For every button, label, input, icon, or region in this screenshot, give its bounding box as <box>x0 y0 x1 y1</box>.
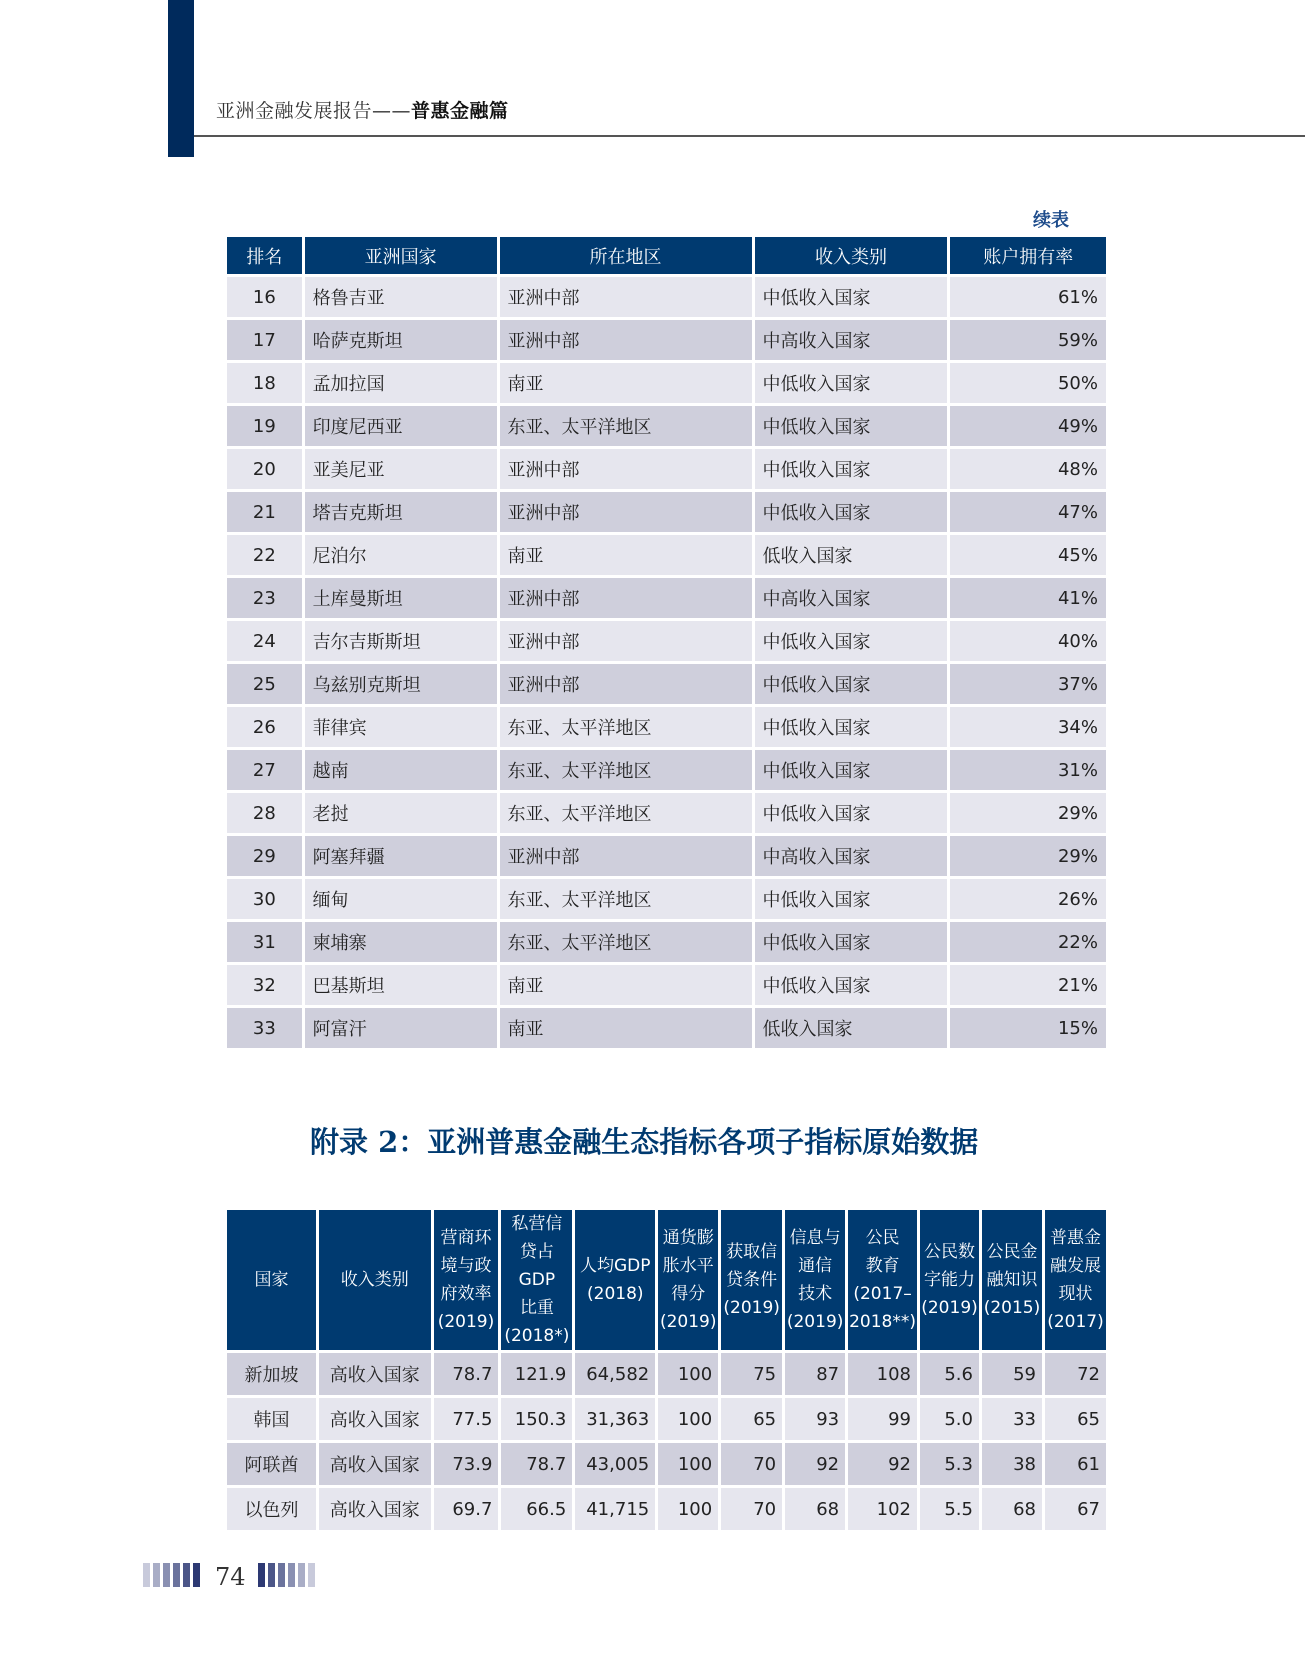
footer-stripe <box>288 1563 295 1587</box>
col-header-line: (2018*) <box>504 1326 570 1346</box>
col-header-line: 胀水平 <box>662 1256 714 1276</box>
table-cell: 菲律宾 <box>305 707 497 747</box>
table-cell: 东亚、太平洋地区 <box>500 793 752 833</box>
col-header-line: 现状 <box>1058 1284 1093 1304</box>
table-cell: 26 <box>227 707 302 747</box>
table-cell: 高收入国家 <box>319 1443 431 1485</box>
footer-stripe <box>183 1563 190 1587</box>
table-row <box>227 1008 1106 1048</box>
table-cell: 68 <box>785 1488 845 1530</box>
col-header: 账户拥有率 <box>950 237 1106 274</box>
table-cell: 中低收入国家 <box>755 750 948 790</box>
col-header <box>434 1210 499 1350</box>
footer-stripe <box>268 1563 275 1587</box>
running-header <box>216 96 509 123</box>
table-cell: 缅甸 <box>305 879 497 919</box>
table-row <box>227 1353 1106 1395</box>
table-cell: 15% <box>950 1008 1106 1048</box>
footer-stripe <box>173 1563 180 1587</box>
col-header-line: (2019) <box>723 1298 780 1318</box>
table-cell: 150.3 <box>501 1398 572 1440</box>
table-cell: 高收入国家 <box>319 1398 431 1440</box>
table-cell: 99 <box>848 1398 917 1440</box>
table-header-row <box>227 237 1106 274</box>
table-cell: 21% <box>950 965 1106 1005</box>
page-number: 74 <box>215 1563 246 1591</box>
col-header-line: 营商环 <box>440 1228 492 1248</box>
table-cell: 哈萨克斯坦 <box>305 320 497 360</box>
appendix-title: 附录 2：亚洲普惠金融生态指标各项子指标原始数据 <box>310 1125 979 1159</box>
table-cell: 37% <box>950 664 1106 704</box>
table-cell: 亚洲中部 <box>500 578 752 618</box>
table-cell: 48% <box>950 449 1106 489</box>
table-row <box>227 277 1106 317</box>
col-header <box>721 1210 782 1350</box>
table-row <box>227 836 1106 876</box>
footer-stripe <box>258 1563 265 1587</box>
col-header-line: 收入类别 <box>340 1270 409 1290</box>
table-cell: 18 <box>227 363 302 403</box>
table-cell: 中低收入国家 <box>755 707 948 747</box>
table-cell: 高收入国家 <box>319 1353 431 1395</box>
table-cell: 72 <box>1045 1353 1106 1395</box>
table-cell: 中低收入国家 <box>755 363 948 403</box>
col-header <box>575 1210 655 1350</box>
table-cell: 东亚、太平洋地区 <box>500 406 752 446</box>
col-header-line: 融发展 <box>1049 1256 1101 1276</box>
table-cell: 低收入国家 <box>755 535 948 575</box>
table-body <box>227 277 1106 1048</box>
table-row <box>227 535 1106 575</box>
table-cell: 70 <box>721 1488 782 1530</box>
table-row <box>227 707 1106 747</box>
table-cell: 东亚、太平洋地区 <box>500 750 752 790</box>
col-header <box>920 1210 979 1350</box>
table-cell: 70 <box>721 1443 782 1485</box>
table-cell: 东亚、太平洋地区 <box>500 879 752 919</box>
table-cell: 中低收入国家 <box>755 965 948 1005</box>
table-cell: 29% <box>950 836 1106 876</box>
table-cell: 73.9 <box>434 1443 499 1485</box>
col-header-line: 府效率 <box>440 1284 492 1304</box>
table-cell: 41,715 <box>575 1488 655 1530</box>
col-header <box>848 1210 917 1350</box>
table-cell: 59 <box>982 1353 1042 1395</box>
footer-stripe <box>193 1563 200 1587</box>
table-cell: 78.7 <box>434 1353 499 1395</box>
table-cell: 65 <box>721 1398 782 1440</box>
table-cell: 78.7 <box>501 1443 572 1485</box>
col-header-line: 信息与 <box>789 1228 841 1248</box>
table-cell: 68 <box>982 1488 1042 1530</box>
table-row <box>227 621 1106 661</box>
table-cell: 中高收入国家 <box>755 320 948 360</box>
table-cell: 22 <box>227 535 302 575</box>
footer-stripes-left <box>143 1563 203 1591</box>
col-header-line: 字能力 <box>924 1270 975 1290</box>
table-row <box>227 363 1106 403</box>
col-header-line: (2019) <box>437 1312 495 1332</box>
col-header <box>785 1210 845 1350</box>
table-cell: 塔吉克斯坦 <box>305 492 497 532</box>
table-body <box>227 1353 1106 1530</box>
continued-label: 续表 <box>1033 210 1069 231</box>
table-cell: 南亚 <box>500 363 752 403</box>
col-header-line: 贷条件 <box>726 1270 778 1290</box>
table-cell: 亚洲中部 <box>500 664 752 704</box>
table-cell: 31 <box>227 922 302 962</box>
table-cell: 33 <box>982 1398 1042 1440</box>
table-cell: 中低收入国家 <box>755 793 948 833</box>
col-header-line: (2017– <box>853 1284 912 1304</box>
col-header: 收入类别 <box>755 237 948 274</box>
table-cell: 87 <box>785 1353 845 1395</box>
table-cell: 25 <box>227 664 302 704</box>
table-cell: 尼泊尔 <box>305 535 497 575</box>
table-cell: 22% <box>950 922 1106 962</box>
table-cell: 巴基斯坦 <box>305 965 497 1005</box>
table-cell: 印度尼西亚 <box>305 406 497 446</box>
col-header-line: (2019) <box>786 1312 844 1332</box>
table-cell: 41% <box>950 578 1106 618</box>
table-cell: 5.6 <box>920 1353 979 1395</box>
table-cell: 100 <box>658 1398 718 1440</box>
col-header-line: 通信 <box>798 1256 833 1276</box>
table-cell: 38 <box>982 1443 1042 1485</box>
table-cell: 43,005 <box>575 1443 655 1485</box>
col-header <box>501 1210 572 1350</box>
page-footer <box>143 1563 318 1591</box>
table-cell: 中低收入国家 <box>755 922 948 962</box>
table-cell: 阿联酋 <box>227 1443 316 1485</box>
table-cell: 33 <box>227 1008 302 1048</box>
table-cell: 23 <box>227 578 302 618</box>
table-cell: 16 <box>227 277 302 317</box>
account-ownership-table <box>224 234 1109 1051</box>
col-header <box>1045 1210 1106 1350</box>
table-cell: 29 <box>227 836 302 876</box>
footer-stripe <box>153 1563 160 1587</box>
table-cell: 29% <box>950 793 1106 833</box>
table-cell: 亚洲中部 <box>500 277 752 317</box>
running-header-prefix: 亚洲金融发展报告—— <box>216 100 412 122</box>
table-cell: 30 <box>227 879 302 919</box>
table-cell: 中低收入国家 <box>755 277 948 317</box>
table-cell: 31% <box>950 750 1106 790</box>
table-cell: 亚美尼亚 <box>305 449 497 489</box>
table-cell: 21 <box>227 492 302 532</box>
table-cell: 阿富汗 <box>305 1008 497 1048</box>
table-row <box>227 922 1106 962</box>
table-cell: 50% <box>950 363 1106 403</box>
col-header-line: 比重 <box>519 1298 554 1318</box>
table-cell: 孟加拉国 <box>305 363 497 403</box>
table-cell: 亚洲中部 <box>500 320 752 360</box>
table-row <box>227 1488 1106 1530</box>
footer-stripe <box>298 1563 305 1587</box>
table-cell: 32 <box>227 965 302 1005</box>
table-cell: 柬埔寨 <box>305 922 497 962</box>
col-header-line: 教育 <box>865 1256 900 1276</box>
col-header-line: 技术 <box>798 1284 833 1304</box>
table-cell: 108 <box>848 1353 917 1395</box>
table-row <box>227 1398 1106 1440</box>
table-cell: 南亚 <box>500 1008 752 1048</box>
col-header-line: (2018) <box>587 1284 644 1304</box>
table-cell: 亚洲中部 <box>500 621 752 661</box>
table-cell: 低收入国家 <box>755 1008 948 1048</box>
table-cell: 40% <box>950 621 1106 661</box>
col-header-line: 贷占GDP <box>518 1242 556 1290</box>
table-cell: 69.7 <box>434 1488 499 1530</box>
table-cell: 93 <box>785 1398 845 1440</box>
table-cell: 45% <box>950 535 1106 575</box>
table-cell: 中高收入国家 <box>755 578 948 618</box>
table-cell: 阿塞拜疆 <box>305 836 497 876</box>
col-header <box>982 1210 1042 1350</box>
col-header: 排名 <box>227 237 302 274</box>
col-header <box>319 1210 431 1350</box>
table-cell: 中低收入国家 <box>755 449 948 489</box>
table-cell: 以色列 <box>227 1488 316 1530</box>
col-header-line: 人均GDP <box>580 1256 651 1276</box>
table-cell: 中低收入国家 <box>755 406 948 446</box>
col-header-line: 融知识 <box>986 1270 1038 1290</box>
table-row <box>227 750 1106 790</box>
table-cell: 17 <box>227 320 302 360</box>
table-cell: 土库曼斯坦 <box>305 578 497 618</box>
table-cell: 20 <box>227 449 302 489</box>
footer-stripes-right <box>258 1563 318 1591</box>
footer-stripe <box>278 1563 285 1587</box>
table-cell: 中低收入国家 <box>755 492 948 532</box>
header-accent-bar <box>168 0 194 157</box>
col-header-line: 私营信 <box>511 1214 563 1234</box>
table-row <box>227 320 1106 360</box>
footer-stripe <box>308 1563 315 1587</box>
table-row <box>227 965 1106 1005</box>
table-cell: 31,363 <box>575 1398 655 1440</box>
table-cell: 乌兹别克斯坦 <box>305 664 497 704</box>
table-header-row <box>227 1210 1106 1350</box>
table-cell: 26% <box>950 879 1106 919</box>
col-header: 所在地区 <box>500 237 752 274</box>
table-cell: 100 <box>658 1443 718 1485</box>
table-cell: 东亚、太平洋地区 <box>500 922 752 962</box>
col-header-line: 2018**) <box>849 1312 917 1332</box>
table-cell: 亚洲中部 <box>500 836 752 876</box>
col-header: 亚洲国家 <box>305 237 497 274</box>
table-cell: 100 <box>658 1353 718 1395</box>
table-cell: 新加坡 <box>227 1353 316 1395</box>
table-cell: 59% <box>950 320 1106 360</box>
table-cell: 92 <box>848 1443 917 1485</box>
table-cell: 南亚 <box>500 965 752 1005</box>
table-cell: 中高收入国家 <box>755 836 948 876</box>
table-row <box>227 578 1106 618</box>
table-cell: 24 <box>227 621 302 661</box>
table-cell: 5.0 <box>920 1398 979 1440</box>
col-header-line: 通货膨 <box>662 1228 714 1248</box>
col-header-line: (2019) <box>921 1298 978 1318</box>
table-cell: 100 <box>658 1488 718 1530</box>
col-header-line: 获取信 <box>726 1242 778 1262</box>
running-header-bold: 普惠金融篇 <box>411 100 509 122</box>
table-cell: 东亚、太平洋地区 <box>500 707 752 747</box>
col-header-line: (2017) <box>1047 1312 1104 1332</box>
table-cell: 高收入国家 <box>319 1488 431 1530</box>
col-header-line: 公民数 <box>924 1242 975 1262</box>
col-header-line: 得分 <box>671 1284 706 1304</box>
table-cell: 49% <box>950 406 1106 446</box>
col-header-line: 国家 <box>254 1270 289 1290</box>
table-cell: 格鲁吉亚 <box>305 277 497 317</box>
table-cell: 27 <box>227 750 302 790</box>
table-cell: 5.3 <box>920 1443 979 1485</box>
table-row <box>227 492 1106 532</box>
table-cell: 75 <box>721 1353 782 1395</box>
col-header-line: (2019) <box>659 1312 717 1332</box>
table-cell: 亚洲中部 <box>500 492 752 532</box>
table-row <box>227 879 1106 919</box>
col-header-line: 境与政 <box>440 1256 492 1276</box>
table-cell: 中低收入国家 <box>755 621 948 661</box>
table-cell: 61% <box>950 277 1106 317</box>
table-row <box>227 664 1106 704</box>
table-cell: 5.5 <box>920 1488 979 1530</box>
col-header-line: 普惠金 <box>1049 1228 1101 1248</box>
table-cell: 66.5 <box>501 1488 572 1530</box>
table-cell: 47% <box>950 492 1106 532</box>
table-cell: 64,582 <box>575 1353 655 1395</box>
table-cell: 韩国 <box>227 1398 316 1440</box>
table-row <box>227 1443 1106 1485</box>
table-cell: 吉尔吉斯斯坦 <box>305 621 497 661</box>
table-cell: 老挝 <box>305 793 497 833</box>
table-cell: 102 <box>848 1488 917 1530</box>
table-cell: 南亚 <box>500 535 752 575</box>
table-row <box>227 406 1106 446</box>
col-header-line: 公民金 <box>986 1242 1038 1262</box>
table-cell: 19 <box>227 406 302 446</box>
table-row <box>227 449 1106 489</box>
ecosystem-indicators-table <box>224 1207 1109 1533</box>
table-cell: 121.9 <box>501 1353 572 1395</box>
col-header <box>227 1210 316 1350</box>
table-cell: 61 <box>1045 1443 1106 1485</box>
table-row <box>227 793 1106 833</box>
table-cell: 中低收入国家 <box>755 664 948 704</box>
table-cell: 67 <box>1045 1488 1106 1530</box>
col-header-line: (2015) <box>983 1298 1041 1318</box>
table-cell: 34% <box>950 707 1106 747</box>
table-cell: 77.5 <box>434 1398 499 1440</box>
footer-stripe <box>143 1563 150 1587</box>
table-cell: 中低收入国家 <box>755 879 948 919</box>
header-rule <box>194 135 1305 137</box>
table-cell: 亚洲中部 <box>500 449 752 489</box>
table-cell: 28 <box>227 793 302 833</box>
col-header <box>658 1210 718 1350</box>
table-cell: 越南 <box>305 750 497 790</box>
table-cell: 65 <box>1045 1398 1106 1440</box>
footer-stripe <box>163 1563 170 1587</box>
table-cell: 92 <box>785 1443 845 1485</box>
col-header-line: 公民 <box>865 1228 900 1248</box>
